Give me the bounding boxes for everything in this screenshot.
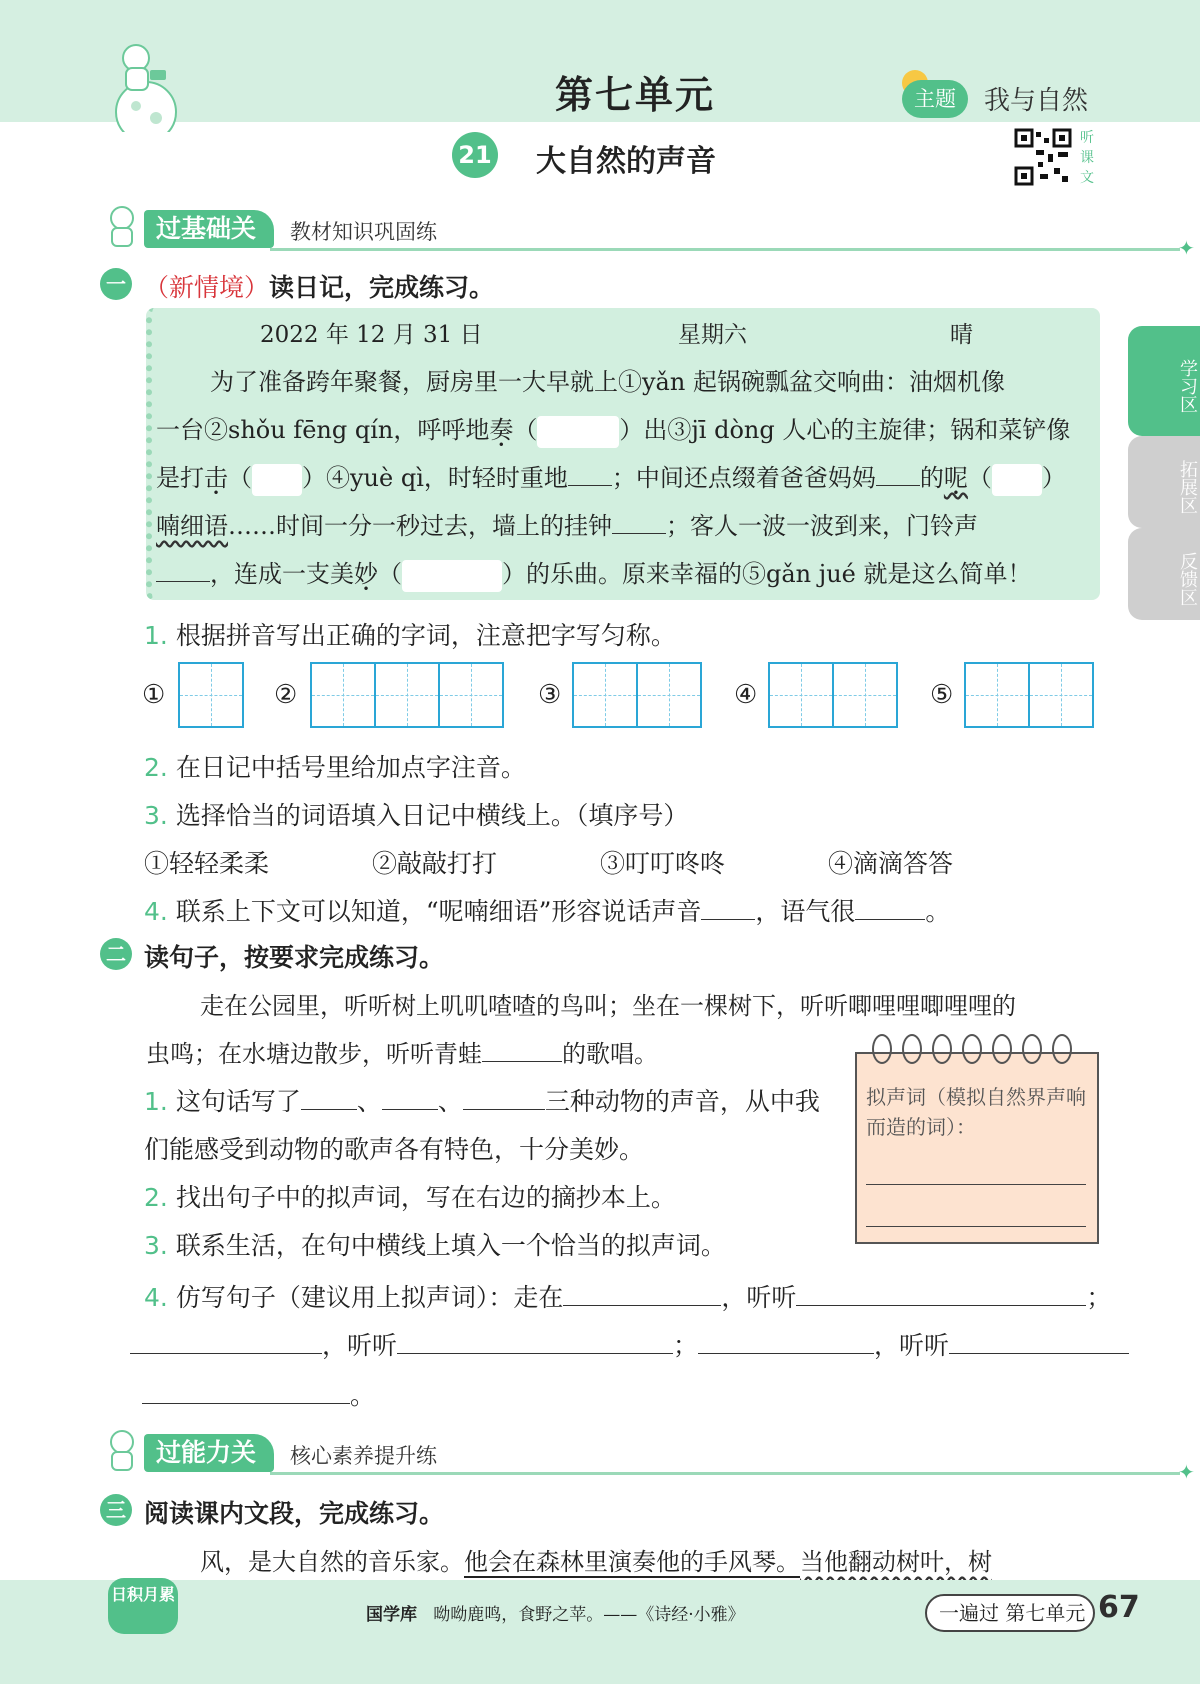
sub-question-4: 4. 联系上下文可以知道，“呢喃细语”形容说话声音 ，语气很 。 (144, 897, 951, 926)
answer-blank[interactable] (382, 1109, 438, 1110)
question-title: 阅读课内文段，完成练习。 (144, 1499, 445, 1528)
answer-blank[interactable] (130, 1353, 322, 1354)
theme-label: 主题 (902, 80, 968, 118)
answer-blank[interactable] (796, 1305, 1086, 1306)
sub-question-1: 1. 这句话写了 、 、 三种动物的声音，从中我 (144, 1087, 820, 1116)
option: ③叮叮咚咚 (600, 849, 726, 878)
ring-icon (962, 1034, 982, 1064)
answer-blank[interactable] (397, 1353, 673, 1354)
grid-label: ① (142, 680, 166, 710)
star-icon: ✦ (1178, 1460, 1195, 1484)
theme-text: 我与自然 (984, 86, 1089, 116)
answer-blank[interactable] (949, 1353, 1129, 1354)
ring-icon (992, 1034, 1012, 1064)
tab-extend[interactable]: 拓展区 (1128, 436, 1200, 528)
answer-blank[interactable] (142, 1403, 350, 1404)
ring-icon (1022, 1034, 1042, 1064)
answer-box[interactable] (992, 464, 1042, 496)
diary-weather: 晴 (950, 322, 973, 348)
lesson-title: 大自然的声音 (536, 144, 716, 179)
section-basic-banner (100, 208, 1195, 260)
diary-line: 一台②shǒu fēng qín，呼呼地奏（ ）出③jī dòng 人心的主旋律；锅和菜铲像 (156, 410, 1070, 448)
section-tag: 过能力关 (144, 1434, 274, 1472)
notebook-text: 拟声词（模拟自然界声响而造的词）： (866, 1085, 1086, 1139)
diary-line: 为了准备跨年聚餐，厨房里一大早就上①yǎn 起锅碗瓢盆交响曲：油烟机像 (210, 368, 1005, 396)
grid-label: ⑤ (930, 680, 954, 710)
answer-blank[interactable] (698, 1353, 874, 1354)
notebook (855, 1052, 1099, 1244)
daily-badge: 日积月累 (108, 1578, 178, 1634)
question-title: 读句子，按要求完成练习。 (144, 943, 445, 972)
answer-box[interactable] (402, 560, 502, 592)
sub-question-1: 1. 根据拼音写出正确的字词，注意把字写匀称。 (144, 621, 676, 650)
answer-blank[interactable] (612, 533, 666, 534)
writing-grid[interactable] (574, 662, 702, 728)
notebook-answer-line[interactable] (866, 1226, 1086, 1227)
writing-grid[interactable] (312, 662, 504, 728)
sub-question-4-line2: ，听听 ； ，听听 (130, 1326, 1129, 1362)
qr-label: 听课文 (1080, 130, 1094, 186)
diary-line: ，连成一支美妙（ ）的乐曲。原来幸福的⑤gǎn jué 就是这么简单！ (156, 554, 1032, 592)
sub-question-3: 3. 选择恰当的词语填入日记中横线上。（填序号） (144, 801, 689, 830)
section-subtitle: 核心素养提升练 (290, 1444, 437, 1468)
question-badge: 三 (100, 1494, 132, 1526)
answer-blank[interactable] (855, 919, 925, 920)
answer-blank[interactable] (463, 1109, 545, 1110)
lesson-number: 21 (452, 132, 498, 178)
passage-line: 走在公园里，听听树上叽叽喳喳的鸟叫；坐在一棵树下，听听唧哩哩唧哩哩的 (200, 992, 1016, 1020)
section-divider (270, 248, 1180, 251)
answer-blank[interactable] (876, 485, 920, 486)
ring-icon (872, 1034, 892, 1064)
grid-label: ④ (734, 680, 758, 710)
qr-code-icon[interactable] (1014, 128, 1072, 186)
diary-line: 喃细语……时间一分一秒过去，墙上的挂钟 ；客人一波一波到来，门铃声 (156, 512, 978, 540)
answer-box[interactable] (537, 416, 619, 448)
writing-grid[interactable] (966, 662, 1094, 728)
diary-line: 是打击（ ）④yuè qì，时轻时重地 ；中间还点缀着爸爸妈妈 的呢（ ） (156, 458, 1066, 496)
answer-blank[interactable] (156, 581, 210, 582)
answer-blank[interactable] (701, 919, 755, 920)
writing-grid[interactable] (180, 662, 244, 728)
ring-icon (902, 1034, 922, 1064)
passage-line: 风，是大自然的音乐家。他会在森林里演奏他的手风琴。当他翻动树叶，树 (200, 1548, 992, 1576)
astronaut-mini-icon (100, 202, 146, 252)
sub-question-3: 3. 联系生活，在句中横线上填入一个恰当的拟声词。 (144, 1231, 726, 1260)
ring-icon (932, 1034, 952, 1064)
option: ①轻轻柔柔 (144, 849, 270, 878)
section-subtitle: 教材知识巩固练 (290, 220, 437, 244)
answer-blank[interactable] (563, 1305, 721, 1306)
writing-grid[interactable] (770, 662, 898, 728)
answer-blank[interactable] (301, 1109, 357, 1110)
star-icon: ✦ (1178, 236, 1195, 260)
section-tag: 过基础关 (144, 210, 274, 248)
tab-study[interactable]: 学习区 (1128, 326, 1200, 436)
diary-weekday: 星期六 (678, 322, 747, 348)
section-divider (270, 1472, 1180, 1475)
question-badge: 二 (100, 938, 132, 970)
question-tag: （新情境） (144, 273, 270, 302)
tab-feedback[interactable]: 反馈区 (1128, 528, 1200, 620)
astronaut-mini-icon (100, 1426, 146, 1476)
option: ②敲敲打打 (372, 849, 498, 878)
sub-question-1-cont: 们能感受到动物的歌声各有特色，十分美妙。 (144, 1135, 645, 1164)
question-title-text: 读日记，完成练习。 (269, 273, 495, 302)
writing-grid-row (142, 660, 1102, 732)
unit-title: 第七单元 (554, 73, 715, 117)
diary-date: 2022 年 12 月 31 日 (260, 322, 483, 348)
option: ④滴滴答答 (828, 849, 954, 878)
ring-icon (1052, 1034, 1072, 1064)
sub-question-4-line3: 。 (142, 1376, 375, 1412)
notebook-answer-line[interactable] (866, 1184, 1086, 1185)
sub-question-4: 4. 仿写句子（建议用上拟声词）：走在 ，听听 ； (144, 1283, 1112, 1312)
grid-label: ③ (538, 680, 562, 710)
grid-label: ② (274, 680, 298, 710)
question-badge: 一 (100, 268, 132, 300)
answer-blank[interactable] (482, 1061, 562, 1062)
page-number: 67 (1098, 1590, 1140, 1625)
sub-question-2: 2. 在日记中括号里给加点字注音。 (144, 753, 526, 782)
answer-box[interactable] (252, 464, 302, 496)
passage-line: 虫鸣；在水塘边散步，听听青蛙 的歌唱。 (146, 1040, 658, 1068)
footer-unit-pill: 一遍过 第七单元 (925, 1594, 1095, 1632)
sub-question-2: 2. 找出句子中的拟声词，写在右边的摘抄本上。 (144, 1183, 676, 1212)
answer-blank[interactable] (568, 485, 612, 486)
footer-quote: 国学库 呦呦鹿鸣，食野之苹。——《诗经·小雅》 (366, 1605, 745, 1625)
section-ability-banner (100, 1432, 1195, 1484)
question-title (144, 268, 494, 304)
